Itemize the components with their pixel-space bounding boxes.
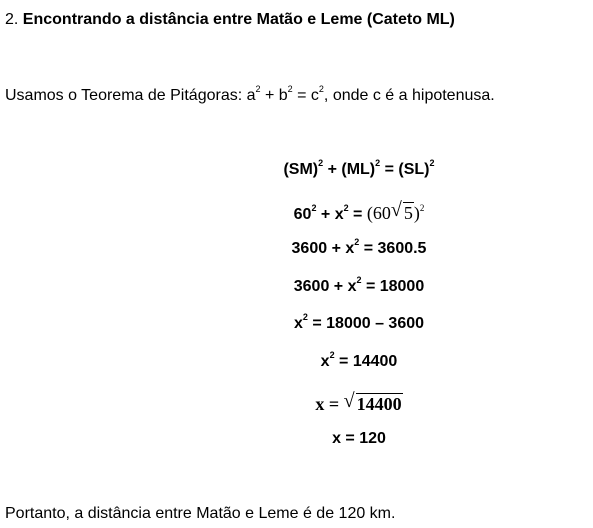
eq-term: x	[293, 315, 303, 332]
eq-term: = 18000 – 3600	[307, 315, 425, 332]
radical-sign-icon: √	[343, 390, 355, 412]
exponent: 2	[343, 203, 349, 213]
eq-term: + (ML)	[323, 161, 376, 178]
eq-term: (SM)	[283, 161, 319, 178]
exponent: 2	[375, 158, 381, 168]
exponent: 2	[302, 312, 308, 322]
equation-step-2	[0, 199, 593, 225]
math-term: x =	[315, 394, 344, 414]
intro-suffix: , onde c é a hipotenusa.	[323, 87, 495, 104]
equation-step-8	[0, 429, 593, 449]
eq-term: + x	[316, 206, 344, 223]
equation-step-7	[0, 390, 593, 416]
section-number: 2.	[5, 11, 23, 28]
eq-term: = 3600.5	[359, 240, 427, 257]
exponent: 2	[287, 84, 293, 94]
section-heading	[5, 10, 455, 30]
exponent: 2	[329, 350, 335, 360]
square-root	[390, 199, 414, 223]
section-title: Encontrando a distância entre Matão e Leme (Cateto ML)	[22, 11, 455, 28]
intro-prefix: Usamos o Teorema de Pitágoras: a	[5, 87, 256, 104]
equation-step-1	[0, 160, 593, 180]
eq-term: 3600 + x	[293, 278, 357, 295]
eq-term: 60	[293, 206, 312, 223]
exponent: 2	[354, 237, 360, 247]
math-expression	[366, 199, 425, 223]
eq-term: 3600 + x	[291, 240, 355, 257]
exponent: 2	[356, 275, 362, 285]
math-term: )	[413, 203, 420, 223]
radical-sign-icon: √	[390, 199, 402, 221]
math-expression	[315, 390, 402, 414]
exponent: 2	[255, 84, 261, 94]
intro-paragraph	[5, 86, 495, 106]
eq-term: x	[320, 353, 330, 370]
eq-term: = 14400	[334, 353, 398, 370]
exponent: 2	[318, 158, 324, 168]
equation-step-4	[0, 277, 593, 297]
math-term: (60	[366, 203, 391, 223]
radicand: 5	[403, 203, 413, 223]
equation-step-3	[0, 239, 593, 259]
exponent: 2	[318, 84, 324, 94]
exponent: 2	[311, 203, 317, 213]
exponent: 2	[419, 203, 425, 213]
eq-term: =	[348, 206, 367, 223]
intro-plus: + b	[260, 87, 288, 104]
equation-step-5	[0, 314, 593, 334]
eq-term: x = 120	[332, 430, 386, 447]
eq-term: = (SL)	[380, 161, 430, 178]
radicand: 14400	[356, 394, 402, 414]
equation-step-6	[0, 352, 593, 372]
eq-term: = 18000	[361, 278, 425, 295]
square-root	[343, 390, 403, 414]
conclusion-paragraph: Portanto, a distância entre Matão e Leme é de 120 km.	[5, 505, 396, 522]
exponent: 2	[429, 158, 435, 168]
intro-equals: = c	[292, 87, 319, 104]
